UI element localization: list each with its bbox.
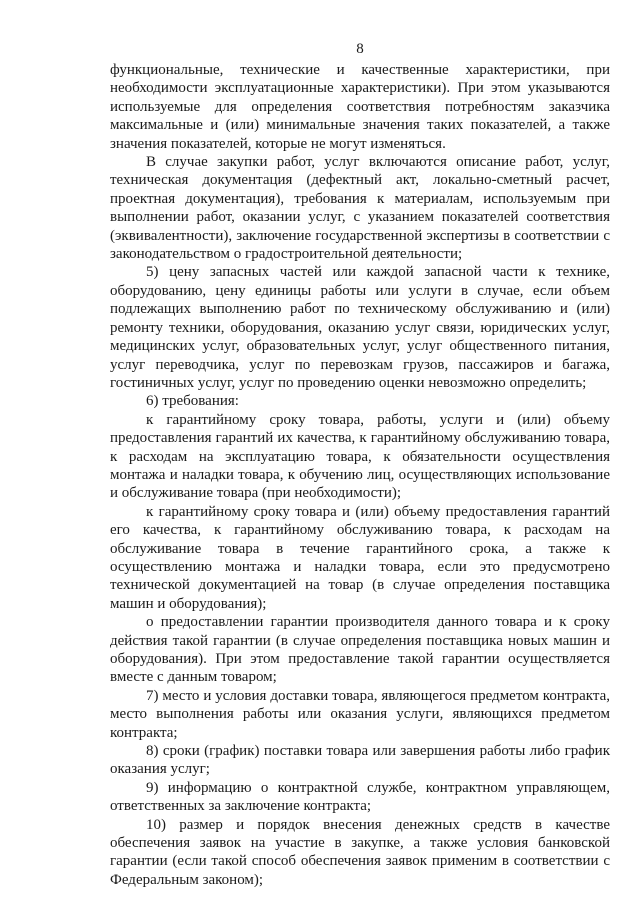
page-number: 8 bbox=[356, 41, 364, 57]
paragraph-6: к гарантийному сроку товара и (или) объему предоставления гарантий его качества, к гарантийному обслуживанию товара, к расходам на обслуживание товара в течение гарантийного срока, а также к осуществлению монтажа и наладки товара, если это предусмотрено технической документацией на товар (в случае определения поставщика машин и оборудования); bbox=[110, 503, 610, 612]
paragraph-4: 6) требования: bbox=[146, 393, 239, 410]
page-number-container bbox=[110, 40, 610, 58]
paragraph-8: 7) место и условия доставки товара, являющегося предметом контракта, место выполнения работы или оказания услуги, являющихся предметом контракта; bbox=[110, 687, 610, 741]
paragraph-3: 5) цену запасных частей или каждой запасной части к технике, оборудованию, цену единицы работы или услуги в случае, если объем подлежащих выполнению работ по техническому обслуживанию и (или) ремонту техники, оборудования, оказанию услуг связи, юридических услуг, медицинских услуг, образовательных услуг, услуг общественного питания, услуг переводчика, услуг по перевозкам грузов, пассажиров и багажа, гостиничных услуг, услуг по проведению оценки невозможно определить; bbox=[110, 264, 610, 391]
paragraph-5: к гарантийному сроку товара, работы, услуги и (или) объему предоставления гарантий их качества, к гарантийному обслуживанию товара, к расходам на эксплуатацию товара, к обязательности осуществления монтажа и наладки товара, к обучению лиц, осуществляющих использование и обслуживание товара (при необходимости); bbox=[110, 411, 610, 502]
paragraph-10: 9) информацию о контрактной службе, контрактном управляющем, ответственных за заключение контракта; bbox=[110, 779, 610, 815]
paragraph-9: 8) сроки (график) поставки товара или завершения работы либо график оказания услуг; bbox=[110, 743, 610, 778]
paragraph-11: 10) размер и порядок внесения денежных средств в качестве обеспечения заявок на участие в закупке, а также условия банковской гарантии (если такой способ обеспечения заявок применим в соответствии с Федеральным законом); bbox=[110, 816, 610, 888]
paragraph-1: функциональные, технические и качественные характеристики, при необходимости эксплуатационные характеристики). При этом указываются используемые для определения соответствия потребностям заказчика максимальные и (или) минимальные значения таких показателей, а также значения показателей, которые не могут изменяться. bbox=[110, 62, 610, 152]
paragraph-7: о предоставлении гарантии производителя данного товара и к сроку действия такой гарантии (в случае определения поставщика новых машин и оборудования). При этом предоставление такой гарантии осуществляется вместе с данным товаром; bbox=[110, 614, 610, 686]
paragraph-2: В случае закупки работ, услуг включаются описание работ, услуг, техническая документация (дефектный акт, локально-сметный расчет, проектная документация), требования к материалам, используемым при выполнении работ, оказании услуг, с указанием показателей соответствия (эквивалентности), заключение государственной экспертизы в соответствии с законодательством о градостроительной деятельности; bbox=[110, 154, 610, 263]
